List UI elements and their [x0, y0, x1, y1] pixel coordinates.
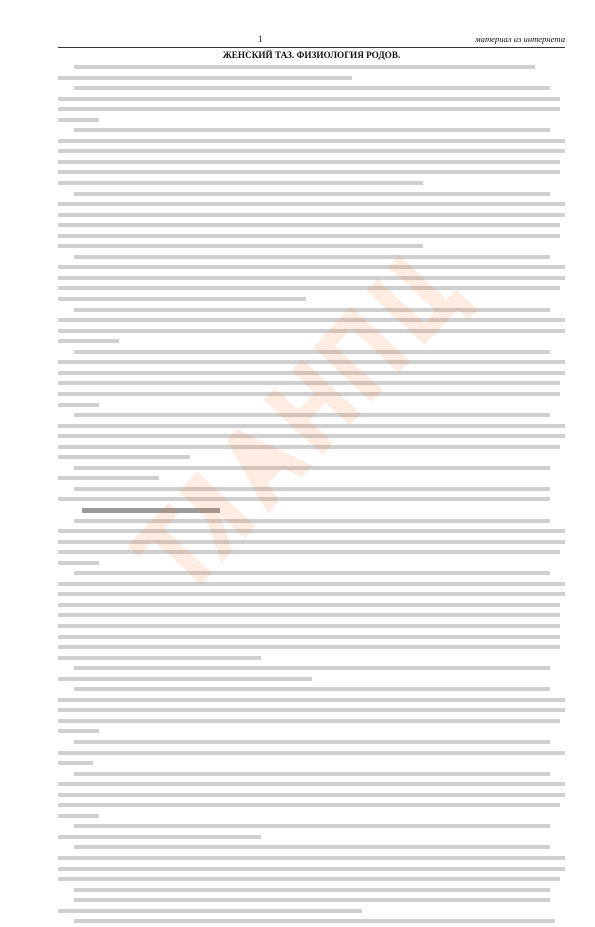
- text-line-placeholder: [58, 125, 565, 136]
- text-line-placeholder: [58, 800, 565, 811]
- text-line-placeholder: [58, 178, 565, 189]
- text-line-placeholder: [58, 378, 565, 389]
- paragraph: [58, 885, 565, 896]
- text-line-placeholder: [58, 494, 565, 505]
- text-line-placeholder: [58, 779, 565, 790]
- text-line-placeholder: [58, 769, 565, 780]
- text-line-placeholder: [58, 241, 565, 252]
- text-line-placeholder: [58, 199, 565, 210]
- text-line-placeholder: [58, 368, 565, 379]
- text-line-placeholder: [58, 463, 565, 474]
- text-line-placeholder: [58, 73, 565, 84]
- text-line-placeholder: [58, 621, 565, 632]
- paragraph: [58, 663, 565, 684]
- paragraph: [58, 305, 565, 347]
- paragraph: [58, 62, 565, 83]
- paragraph: [58, 821, 565, 842]
- text-line-placeholder: [58, 389, 565, 400]
- paragraph: [58, 895, 565, 916]
- text-line-placeholder: [58, 674, 565, 685]
- text-line-placeholder: [58, 695, 565, 706]
- text-line-placeholder: [58, 210, 565, 221]
- paragraph: [58, 463, 565, 484]
- text-line-placeholder: [58, 906, 565, 917]
- source-note: материал из интернета: [475, 34, 565, 44]
- text-line-placeholder: [58, 726, 565, 737]
- text-line-placeholder: [58, 537, 565, 548]
- paragraph: [58, 83, 565, 125]
- text-line-placeholder: [58, 231, 565, 242]
- text-line-placeholder: [58, 874, 565, 885]
- paragraph: [58, 737, 565, 769]
- text-line-placeholder: [58, 821, 565, 832]
- text-line-placeholder: [58, 748, 565, 759]
- text-line-placeholder: [58, 716, 565, 727]
- text-line-placeholder: [58, 684, 565, 695]
- text-line-placeholder: [58, 600, 565, 611]
- text-line-placeholder: [58, 663, 565, 674]
- document-body: [58, 62, 565, 927]
- text-line-placeholder: [58, 104, 565, 115]
- paragraph: [58, 347, 565, 410]
- page-number: 1: [258, 34, 263, 44]
- text-line-placeholder: [58, 273, 565, 284]
- text-line-placeholder: [58, 83, 565, 94]
- text-line-placeholder: [58, 473, 565, 484]
- text-line-placeholder: [58, 294, 565, 305]
- paragraph: [58, 516, 565, 569]
- text-line-placeholder: [58, 167, 565, 178]
- text-line-placeholder: [58, 579, 565, 590]
- text-line-placeholder: [58, 347, 565, 358]
- text-line-placeholder: [58, 421, 565, 432]
- paragraph: [58, 484, 565, 505]
- text-line-placeholder: [58, 262, 565, 273]
- text-line-placeholder: [58, 283, 565, 294]
- text-line-placeholder: [58, 895, 565, 906]
- text-line-placeholder: [58, 442, 565, 453]
- text-line-placeholder: [58, 811, 565, 822]
- paragraph: [58, 916, 565, 927]
- text-line-placeholder: [58, 431, 565, 442]
- text-line-placeholder: [58, 115, 565, 126]
- text-line-placeholder: [58, 916, 565, 927]
- text-line-placeholder: [58, 315, 565, 326]
- text-line-placeholder: [58, 547, 565, 558]
- paragraph: [58, 684, 565, 737]
- text-line-placeholder: [58, 484, 565, 495]
- text-line-placeholder: [58, 737, 565, 748]
- text-line-placeholder: [58, 790, 565, 801]
- paragraph: [58, 410, 565, 463]
- paragraph: [58, 842, 565, 884]
- text-line-placeholder: [58, 94, 565, 105]
- paragraph: [58, 252, 565, 305]
- text-line-placeholder: [58, 189, 565, 200]
- paragraph: [58, 125, 565, 188]
- text-line-placeholder: [58, 136, 565, 147]
- text-line-placeholder: [58, 220, 565, 231]
- text-line-placeholder: [58, 305, 565, 316]
- text-line-placeholder: [58, 526, 565, 537]
- text-line-placeholder: [58, 885, 565, 896]
- text-line-placeholder: [58, 864, 565, 875]
- text-line-placeholder: [58, 505, 565, 516]
- text-line-placeholder: [58, 842, 565, 853]
- document-page: [58, 34, 565, 927]
- text-line-placeholder: [58, 410, 565, 421]
- text-line-placeholder: [58, 568, 565, 579]
- section-subheading: [58, 505, 565, 516]
- text-line-placeholder: [58, 62, 565, 73]
- text-line-placeholder: [58, 400, 565, 411]
- text-line-placeholder: [58, 326, 565, 337]
- text-line-placeholder: [58, 252, 565, 263]
- header-rule: [58, 47, 565, 48]
- text-line-placeholder: [58, 632, 565, 643]
- paragraph: [58, 769, 565, 822]
- text-line-placeholder: [58, 853, 565, 864]
- text-line-placeholder: [58, 758, 565, 769]
- text-line-placeholder: [58, 452, 565, 463]
- paragraph: [58, 568, 565, 663]
- text-line-placeholder: [58, 653, 565, 664]
- text-line-placeholder: [58, 146, 565, 157]
- page-header: [58, 34, 565, 46]
- paragraph: [58, 189, 565, 252]
- text-line-placeholder: [58, 610, 565, 621]
- text-line-placeholder: [58, 642, 565, 653]
- text-line-placeholder: [58, 558, 565, 569]
- text-line-placeholder: [58, 516, 565, 527]
- text-line-placeholder: [58, 589, 565, 600]
- text-line-placeholder: [58, 705, 565, 716]
- document-title: ЖЕНСКИЙ ТАЗ. ФИЗИОЛОГИЯ РОДОВ.: [222, 50, 401, 60]
- text-line-placeholder: [58, 336, 565, 347]
- text-line-placeholder: [58, 157, 565, 168]
- text-line-placeholder: [58, 357, 565, 368]
